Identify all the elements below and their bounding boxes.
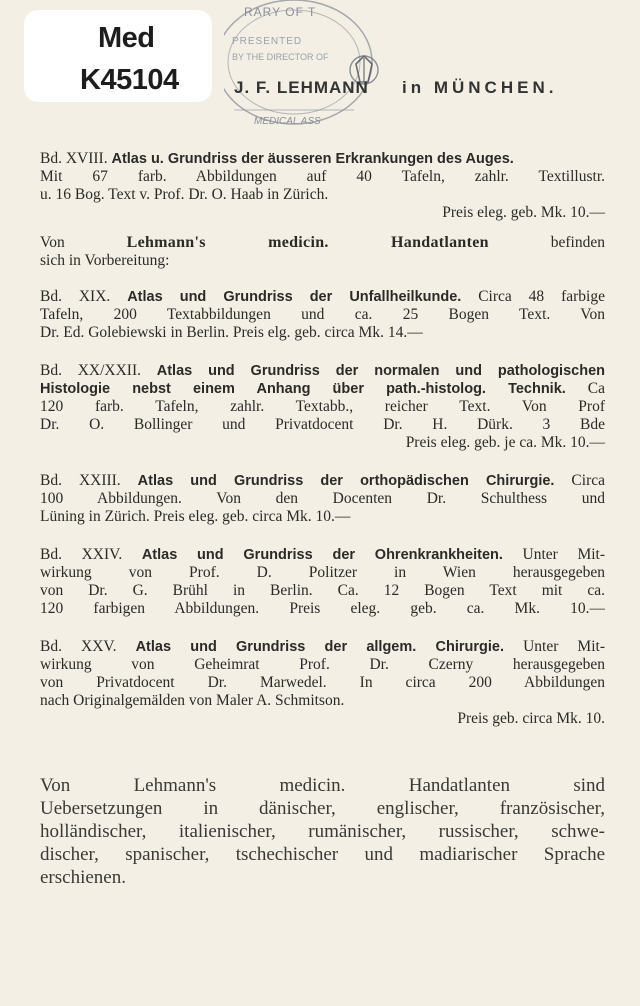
volume-description-line: Ca (565, 380, 605, 397)
volume-number: Bd. XXIV. (40, 546, 142, 563)
series-name: Lehmann's medicin. Handatlanten (126, 234, 489, 251)
volume-entry-xxiii (40, 472, 605, 526)
notice-suffix: befinden (488, 234, 605, 251)
volume-description-line: 120 farb. Tafeln, zahlr. Textabb., reicher Text. Von Prof (40, 398, 605, 415)
volume-description-line: Unter Mit- (502, 546, 605, 563)
volume-description-line: 120 farbigen Abbildungen. Preis eleg. geb. ca. Mk. 10.— (40, 600, 605, 617)
translations-note (40, 774, 605, 889)
volume-description-line: wirkung von Geheimrat Prof. Dr. Czerny herausgegeben (40, 656, 605, 673)
volume-description-line: Dr. O. Bollinger und Privatdocent Dr. H. Dürk. 3 Bde (40, 416, 605, 433)
stamp-arc-text: RARY OF T (244, 5, 317, 19)
notice-line: sich in Vorbereitung: (40, 252, 170, 269)
volume-description-line: Tafeln, 200 Textabbildungen und ca. 25 Bogen Text. Von (40, 306, 605, 323)
notice-prefix: Von (40, 234, 127, 251)
shelf-label-line1: Med (98, 22, 155, 54)
series-notice (40, 234, 605, 270)
closing-line: Von Lehmann's medicin. Handatlanten sind (40, 775, 605, 796)
library-stamp (224, 0, 384, 140)
volume-description-line: u. 16 Bog. Text v. Prof. Dr. O. Haab in Zürich. (40, 186, 329, 203)
volume-description-line: Circa 48 farbige (461, 288, 605, 305)
volume-description-line: nach Originalgemälden von Maler A. Schmitson. (40, 692, 345, 709)
volume-price: Preis eleg. geb. je ca. Mk. 10.— (405, 434, 605, 451)
volume-entry-xxiv (40, 546, 605, 618)
volume-title: Atlas u. Grundriss der äusseren Erkrankungen des Auges. (111, 151, 514, 167)
volume-entry-xix (40, 288, 605, 342)
publisher-name: J. F. LEHMANN (234, 78, 369, 97)
volume-description-line: Mit 67 farb. Abbildungen auf 40 Tafeln, zahlr. Textillustr. (40, 168, 605, 185)
volume-entry-xx-xxii (40, 362, 605, 452)
volume-title: Atlas und Grundriss der normalen und pathologischen (156, 363, 605, 379)
closing-line: Uebersetzungen in dänischer, englischer, französischer, (40, 798, 605, 819)
volume-description-line: Dr. Ed. Golebiewski in Berlin. Preis elg. geb. circa Mk. 14.— (40, 324, 423, 341)
volume-entry-xviii (40, 150, 605, 222)
volume-number: Bd. XX/XXII. (40, 362, 157, 379)
stamp-presented-text: PRESENTED (232, 36, 303, 47)
volume-description-line: 100 Abbildungen. Von den Docenten Dr. Schulthess und (40, 490, 605, 507)
volume-description-line: Lüning in Zürich. Preis eleg. geb. circa Mk. 10.— (40, 508, 351, 525)
volume-number: Bd. XXV. (40, 638, 136, 655)
closing-line: discher, spanischer, tschechischer und madiarischer Sprache (40, 844, 605, 865)
volume-title: Histologie nebst einem Anhang über path.-histolog. Technik. (40, 381, 566, 397)
volume-number: Bd. XVIII. (40, 150, 112, 167)
closing-line: holländischer, italienischer, rumänischer, russischer, schwe- (40, 821, 605, 842)
publisher-city: in MÜNCHEN. (402, 78, 558, 97)
volume-description-line: wirkung von Prof. D. Politzer in Wien herausgegeben (40, 564, 605, 581)
volume-description-line: von Privatdocent Dr. Marwedel. In circa 200 Abbildungen (40, 674, 605, 691)
closing-line: erschienen. (40, 867, 126, 888)
shelf-label-line2: K45104 (80, 64, 179, 96)
volume-description-line: Unter Mit- (504, 638, 605, 655)
volume-price: Preis eleg. geb. Mk. 10.— (442, 204, 605, 221)
stamp-seal-text: MEDICAL ASS (254, 116, 321, 127)
volume-title: Atlas und Grundriss der Unfallheilkunde. (127, 289, 462, 305)
volume-number: Bd. XXIII. (40, 472, 138, 489)
library-shelf-label (24, 10, 212, 102)
volume-price: Preis geb. circa Mk. 10. (457, 710, 605, 727)
volume-description-line: von Dr. G. Brühl in Berlin. Ca. 12 Bogen Text mit ca. (40, 582, 605, 599)
volume-description-line: Circa (554, 472, 605, 489)
volume-number: Bd. XIX. (40, 288, 128, 305)
volume-title: Atlas und Grundriss der orthopädischen Chirurgie. (137, 473, 555, 489)
stamp-by-text: BY THE DIRECTOR OF (232, 52, 329, 62)
volume-entry-xxv (40, 638, 605, 728)
volume-title: Atlas und Grundriss der allgem. Chirurgie. (135, 639, 504, 655)
volume-title: Atlas und Grundriss der Ohrenkrankheiten. (141, 547, 503, 563)
